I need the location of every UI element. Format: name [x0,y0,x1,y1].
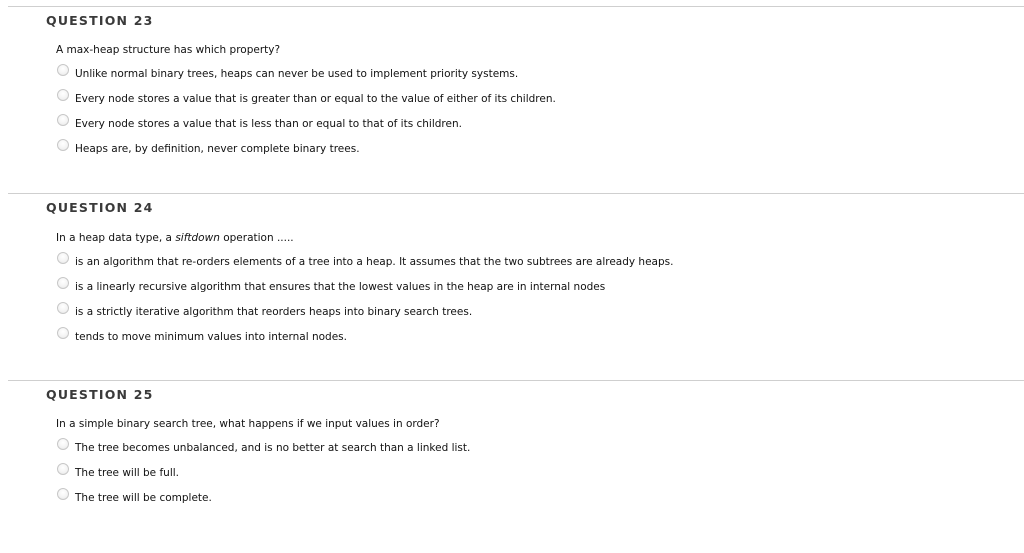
question-23 [8,6,1024,186]
question-prompt [56,232,294,244]
question-header: QUESTION 25 [46,387,154,402]
answer-option[interactable] [57,93,556,113]
answer-option-label[interactable]: Heaps are, by definition, never complete binary trees. [75,143,360,155]
question-header: QUESTION 24 [46,200,154,215]
answer-option-label[interactable]: Every node stores a value that is greater than or equal to the value of either of its children. [75,93,556,105]
answer-option-label[interactable]: tends to move minimum values into internal nodes. [75,331,347,343]
answer-option[interactable] [57,306,472,326]
radio-button[interactable] [57,488,69,500]
radio-button[interactable] [57,463,69,475]
answer-option[interactable] [57,118,462,138]
answer-option-label[interactable]: The tree becomes unbalanced, and is no better at search than a linked list. [75,442,471,454]
question-prompt: In a simple binary search tree, what happens if we input values in order? [56,418,440,430]
answer-option-label[interactable]: is a strictly iterative algorithm that reorders heaps into binary search trees. [75,306,473,318]
question-25 [8,380,1024,540]
radio-button[interactable] [57,252,69,264]
answer-option[interactable] [57,492,212,512]
question-prompt-italic: siftdown [175,232,220,244]
answer-option-label[interactable]: Every node stores a value that is less than or equal to that of its children. [75,118,462,130]
answer-option[interactable] [57,68,518,88]
radio-button[interactable] [57,327,69,339]
answer-option-label[interactable]: The tree will be full. [75,467,179,479]
answer-option[interactable] [57,143,360,163]
radio-button[interactable] [57,438,69,450]
radio-button[interactable] [57,302,69,314]
radio-button[interactable] [57,89,69,101]
question-prompt-start: In a heap data type, a [56,232,176,244]
answer-option[interactable] [57,442,470,462]
radio-button[interactable] [57,64,69,76]
question-divider [8,193,1024,194]
radio-button[interactable] [57,139,69,151]
answer-option-label[interactable]: is a linearly recursive algorithm that ensures that the lowest values in the heap are in internal nodes [75,281,606,293]
answer-option-label[interactable]: Unlike normal binary trees, heaps can never be used to implement priority systems. [75,68,519,80]
answer-option-label[interactable]: is an algorithm that re-orders elements of a tree into a heap. It assumes that the two subtrees are already heaps. [75,256,674,268]
answer-option[interactable] [57,256,673,276]
question-divider [8,380,1024,381]
question-header: QUESTION 23 [46,13,154,28]
question-prompt: A max-heap structure has which property? [56,44,281,56]
question-prompt-end: operation ..... [219,232,294,244]
answer-option[interactable] [57,281,605,301]
radio-button[interactable] [57,114,69,126]
radio-button[interactable] [57,277,69,289]
question-divider [8,6,1024,7]
answer-option[interactable] [57,467,179,487]
answer-option[interactable] [57,331,347,351]
answer-option-label[interactable]: The tree will be complete. [75,492,212,504]
question-24 [8,193,1024,373]
